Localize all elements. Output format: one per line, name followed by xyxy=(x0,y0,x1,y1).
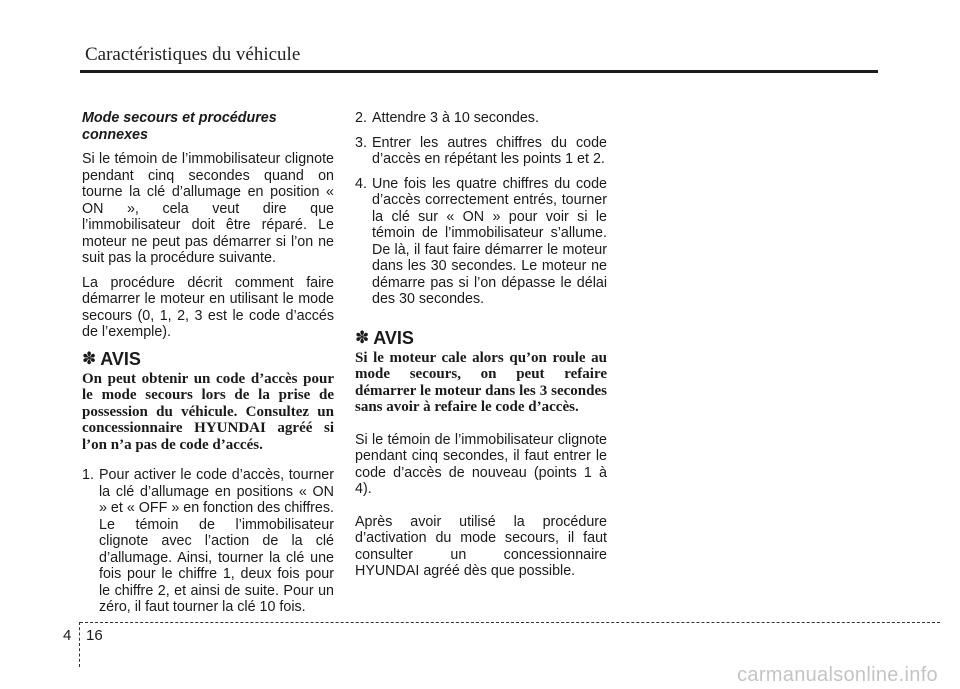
section-subheading: Mode secours et procédures connexes xyxy=(82,110,277,143)
intro-paragraph: Si le témoin de l’immobilisateur clignote pendant cinq secondes quand on tourne la clé d’allumage en position « ON », cela veut dire que l’immobilisateur doit être réparé. Le moteur ne peut pas démarrer si l’on ne suit pas la procédure suivante. xyxy=(82,151,334,266)
page-number: 16 xyxy=(86,627,103,644)
footer-vertical-divider xyxy=(79,622,80,667)
procedure-paragraph: La procédure décrit comment faire démarrer le moteur en utilisant le mode secours (0, 1, 2, 3 est le code d’accés de l’exemple). xyxy=(82,274,334,340)
list-text: Une fois les quatre chiffres du code d’accès correctement entrés, tourner la clé sur « ON » pour voir si le témoin de l’immobilisateur s’allume. De là, il faut faire démarrer le moteur dans les 30 secondes. Le moteur ne démarre pas si l’on dépasse le délai des 30 secondes. xyxy=(372,175,607,307)
list-text: Pour activer le code d’accès, tourner la clé d’allumage en positions « ON » et « OFF » en fonction des chiffres. Le témoin de l’immobilisateur clignote avec l’action de la clé d’allumage. Ainsi, tourner la clé une fois pour le chiffre 1, deux fois pour le chiffre 2, et ainsi de suite. Pour un zéro, il faut tourner la clé 10 fois. xyxy=(99,467,334,615)
notice-heading xyxy=(355,328,607,348)
list-text: Attendre 3 à 10 secondes. xyxy=(372,110,539,126)
dealer-paragraph: Après avoir utilisé la procédure d’activation du mode secours, il faut consulter un concessionnaire HYUNDAI agréé dès que possible. xyxy=(355,513,607,579)
notice-text: On peut obtenir un code d’accès pour le mode secours lors de la prise de possession du véhicule. Consultez un concessionnaire HYUNDAI agréé si l’on n’a pas de code d’accés. xyxy=(82,370,334,453)
notice-star-icon: ✽ xyxy=(82,348,97,368)
right-column xyxy=(355,110,607,588)
list-text: Entrer les autres chiffres du code d’accès en répétant les points 1 et 2. xyxy=(372,134,607,167)
notice-title: AVIS xyxy=(100,348,141,369)
list-item xyxy=(355,135,607,168)
list-number: 3. xyxy=(355,134,367,151)
notice-star-icon: ✽ xyxy=(355,327,370,347)
list-item xyxy=(355,110,607,127)
left-column xyxy=(82,110,334,624)
relearn-paragraph: Si le témoin de l’immobilisateur clignote pendant cinq secondes, il faut entrer le code d’accès de nouveau (points 1 à 4). xyxy=(355,431,607,497)
page-header-title: Caractéristiques du véhicule xyxy=(85,44,301,65)
header-rule xyxy=(80,70,878,73)
list-number: 1. xyxy=(82,467,94,483)
list-item xyxy=(355,176,607,308)
chapter-number: 4 xyxy=(63,627,72,644)
notice-heading xyxy=(82,349,334,369)
footer-divider xyxy=(80,622,940,623)
list-number: 2. xyxy=(355,110,367,126)
list-number: 4. xyxy=(355,175,367,192)
list-item xyxy=(82,467,334,616)
watermark: carmanualsonline.info xyxy=(737,664,938,686)
notice-text: Si le moteur cale alors qu’on roule au mode secours, on peut refaire démarrer le moteur dans les 3 secondes sans avoir à refaire le code d’accès. xyxy=(355,349,607,415)
notice-title: AVIS xyxy=(373,327,414,348)
